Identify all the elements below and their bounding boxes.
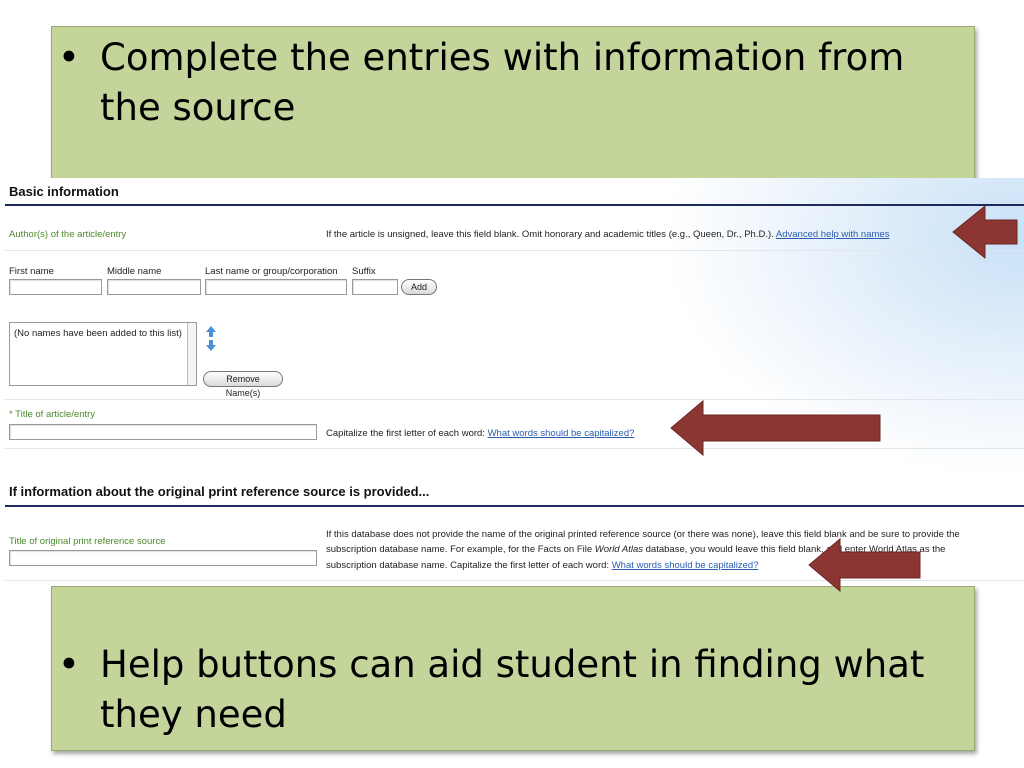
citation-form-screenshot [0, 178, 1024, 586]
bullet-text: Complete the entries with information from the source [100, 36, 905, 129]
names-listbox[interactable] [9, 322, 197, 386]
title-input[interactable] [9, 424, 317, 440]
section-rule [5, 505, 1024, 507]
bullet-dot: • [58, 643, 80, 686]
capitalize-text: Capitalize the first letter of each word: [326, 428, 485, 439]
bottom-callout-box [51, 586, 975, 751]
last-name-label: Last name or group/corporation [205, 266, 338, 277]
add-button[interactable]: Add [401, 279, 437, 295]
authors-label: Author(s) of the article/entry [9, 229, 127, 240]
suffix-input[interactable] [352, 279, 398, 295]
print-title-label: Title of original print reference source [9, 536, 166, 547]
move-up-down-controls [205, 326, 217, 352]
print-title-input[interactable] [9, 550, 317, 566]
middle-name-label: Middle name [107, 266, 162, 277]
section-rule [5, 204, 1024, 206]
red-arrow-icon [808, 537, 922, 593]
title-help [326, 428, 634, 439]
remove-names-button[interactable]: Remove Name(s) [203, 371, 283, 387]
print-source-section-title: If information about the original print reference source is provided... [9, 484, 430, 499]
bullet-text: Help buttons can aid student in finding what they need [100, 643, 925, 736]
listbox-scrollbar[interactable] [187, 323, 196, 385]
print-help-text-c: subscription database name. Capitalize the first letter of each word: [326, 560, 610, 571]
print-capitalize-help-link[interactable]: What words should be capitalized? [611, 560, 759, 571]
arrow-up-icon[interactable] [206, 326, 216, 337]
authors-help-sentence: If the article is unsigned, leave this field blank. Omit honorary and academic titles (e.g., Queen, Dr., Ph.D.). [326, 229, 774, 240]
print-help-text-b: database, you would leave this field blank, and enter World Atlas as the [645, 544, 946, 555]
capitalize-help-link[interactable]: What words should be capitalized? [487, 428, 635, 439]
suffix-label: Suffix [352, 266, 376, 277]
divider [5, 250, 1024, 251]
red-arrow-icon [952, 204, 1018, 260]
top-callout-box [51, 26, 975, 188]
bullet-dot: • [58, 36, 80, 79]
world-atlas-title: World Atlas [594, 544, 643, 555]
first-name-input[interactable] [9, 279, 102, 295]
basic-info-title: Basic information [9, 184, 119, 199]
last-name-input[interactable] [205, 279, 347, 295]
first-name-label: First name [9, 266, 54, 277]
advanced-help-link[interactable]: Advanced help with names [775, 229, 890, 240]
print-help-text-a: subscription database name. For example, for the Facts on File [326, 544, 593, 555]
arrow-down-icon[interactable] [206, 340, 216, 351]
print-help-line3 [326, 560, 759, 571]
red-arrow-icon [670, 399, 882, 457]
title-label: * Title of article/entry [9, 409, 96, 420]
authors-help-text [326, 229, 889, 240]
middle-name-input[interactable] [107, 279, 201, 295]
print-help-line1: If this database does not provide the name of the original printed reference source (or there was none), leave this field blank and be sure to provide the [326, 529, 960, 540]
names-list-empty-text: (No names have been added to this list) [14, 328, 182, 339]
